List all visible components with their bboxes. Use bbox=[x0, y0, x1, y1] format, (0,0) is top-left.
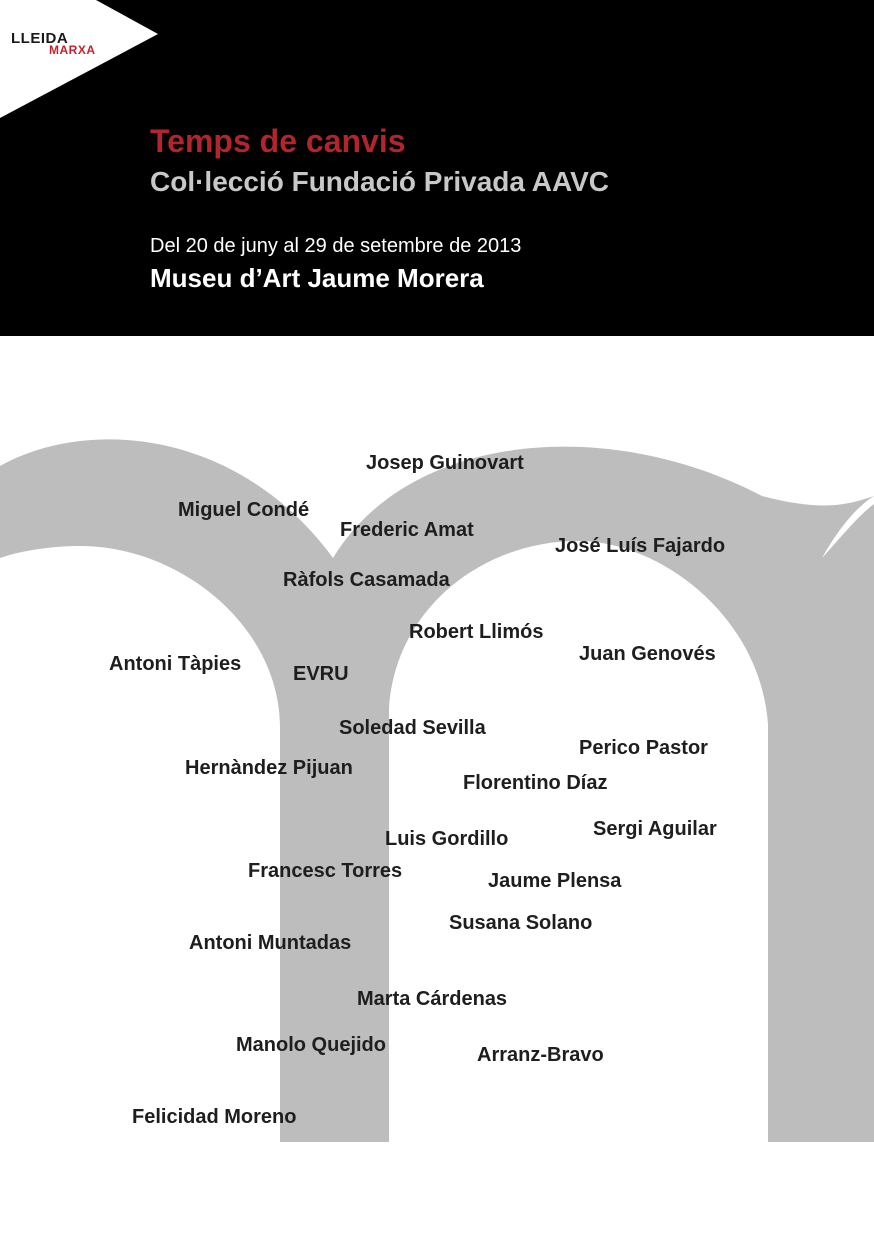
artist-name: Antoni Tàpies bbox=[109, 653, 242, 675]
artist-name: José Luís Fajardo bbox=[555, 535, 726, 557]
collection-subtitle: Col·lecció Fundació Privada AAVC bbox=[150, 166, 609, 197]
artist-name: Frederic Amat bbox=[340, 519, 474, 541]
artist-name: Ràfols Casamada bbox=[283, 569, 450, 591]
artist-name: Arranz-Bravo bbox=[477, 1044, 604, 1066]
artist-name: Manolo Quejido bbox=[236, 1034, 386, 1056]
artist-name: Hernàndez Pijuan bbox=[185, 757, 353, 779]
artist-name: Felicidad Moreno bbox=[132, 1106, 297, 1128]
arch-shape bbox=[0, 439, 874, 1142]
artist-name: Miguel Condé bbox=[178, 499, 310, 521]
logo-line1: LLEIDA bbox=[11, 30, 69, 47]
artist-name: Antoni Muntadas bbox=[189, 932, 352, 954]
artist-name: Jaume Plensa bbox=[488, 870, 622, 892]
artist-name: Sergi Aguilar bbox=[593, 818, 717, 840]
artist-name: Luis Gordillo bbox=[385, 828, 509, 850]
artist-name: Susana Solano bbox=[449, 912, 593, 934]
artist-name: Soledad Sevilla bbox=[339, 717, 486, 739]
artist-name: Marta Cárdenas bbox=[357, 988, 508, 1010]
artist-name: EVRU bbox=[293, 663, 349, 685]
logo-line2: MARXA bbox=[49, 43, 96, 57]
artist-name: Robert Llimós bbox=[409, 621, 544, 643]
exhibition-venue: Museu d’Art Jaume Morera bbox=[150, 263, 484, 293]
exhibition-dates: Del 20 de juny al 29 de setembre de 2013 bbox=[150, 235, 522, 257]
artist-name: Juan Genovés bbox=[579, 643, 716, 665]
artist-name: Florentino Díaz bbox=[463, 772, 608, 794]
artist-name: Josep Guinovart bbox=[366, 452, 524, 474]
exhibition-title: Temps de canvis bbox=[150, 123, 406, 159]
artist-name: Perico Pastor bbox=[579, 737, 708, 759]
artist-name: Francesc Torres bbox=[248, 860, 403, 882]
logo-triangle-shape bbox=[0, 0, 160, 118]
header-banner bbox=[0, 0, 874, 336]
